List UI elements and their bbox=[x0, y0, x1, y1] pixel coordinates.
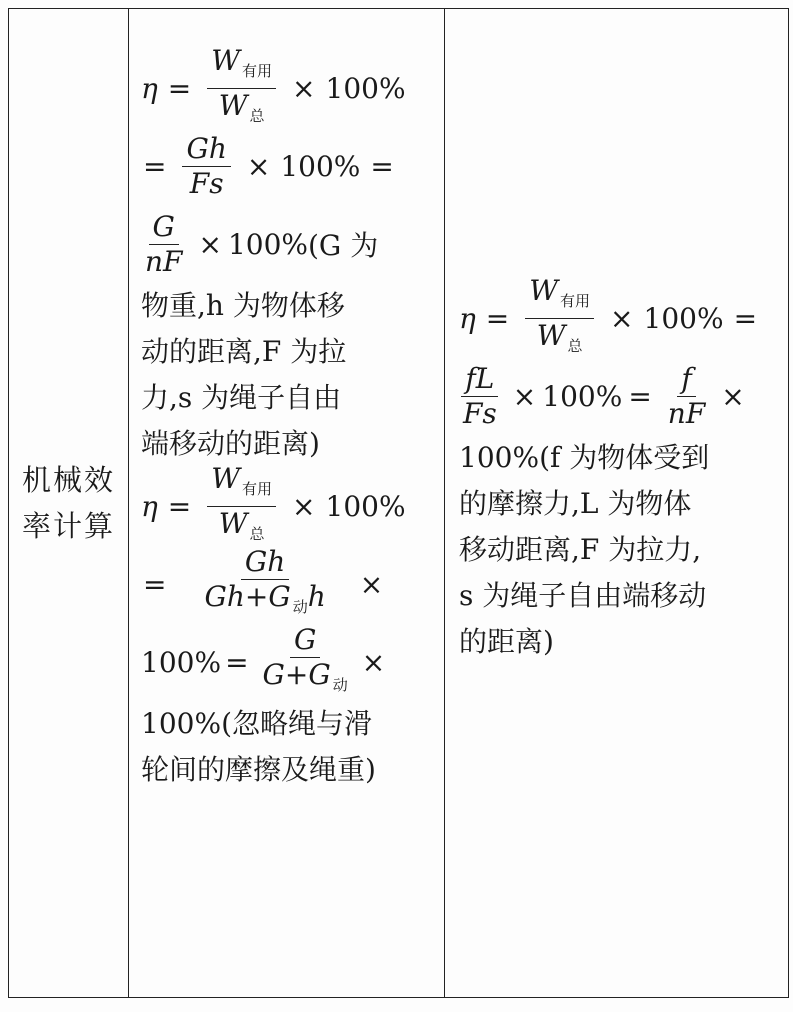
gh-over-total-line: = $\frac{Gh}{Gh+G _动h}$ × bbox=[141, 545, 444, 623]
note3-c: 移动距离,F 为拉力, bbox=[459, 533, 702, 566]
note1-e: 端移动的距离) bbox=[141, 427, 320, 460]
gh-over-fs-line: = $\frac{Gh}{Fs}$ × 100% = bbox=[143, 131, 394, 200]
eta-definition-2: η = $\frac{W _{有用}}{W _总}$ × 100% bbox=[141, 461, 406, 543]
fl-over-fs-fraction: $\frac{fL}{Fs}$ bbox=[463, 361, 497, 430]
pulley-horizontal-cell bbox=[445, 9, 788, 997]
g-over-g-plus-line: 100% = $\frac{G}{G+G _动}$ × bbox=[141, 623, 444, 701]
pulley-vertical-cell bbox=[129, 9, 445, 997]
g-over-g-plus-gdong-fraction: $\frac{G}{G+G _动}$ bbox=[262, 622, 348, 694]
eta-definition-1: η = $\frac{W _{有用}}{W _总}$ × 100% bbox=[141, 49, 444, 127]
fl-over-fs-line: $\frac{fL}{Fs}$ × 100% = $\frac{f}{nF}$ × bbox=[459, 357, 788, 435]
note1-a: (G 为 bbox=[308, 229, 379, 262]
note3-a-line: 100% (f 为物体受到 bbox=[459, 441, 710, 474]
note2-a-line: 100% (忽略绳与滑 bbox=[141, 707, 372, 740]
note1-d: 力,s 为绳子自由 bbox=[141, 381, 342, 414]
row-label-line1: 机械效 bbox=[21, 463, 115, 497]
g-over-nf-line: $\frac{G}{nF}$ × 100% (G 为 bbox=[141, 205, 444, 283]
g-over-nf-fraction: $\frac{G}{nF}$ bbox=[145, 209, 183, 278]
row-label bbox=[19, 457, 119, 549]
note2-b: 轮间的摩擦及绳重) bbox=[141, 753, 376, 786]
eta-definition-3: η = $\frac{W _{有用}}{W _总}$ × 100% = bbox=[459, 273, 758, 355]
note3-b: 的摩擦力,L 为物体 bbox=[459, 487, 692, 520]
note3-d: s 为绳子自由端移动 bbox=[459, 579, 707, 612]
row-label-cell bbox=[9, 9, 129, 997]
row-label-line2: 率计算 bbox=[21, 509, 115, 543]
gh-over-fs-fraction: $\frac{Gh}{Fs}$ bbox=[182, 133, 230, 200]
f-over-nf-fraction: $\frac{f}{nF}$ bbox=[667, 361, 706, 430]
note1-b: 物重,h 为物体移 bbox=[141, 289, 345, 322]
note3-e: 的距离) bbox=[459, 625, 554, 658]
gh-over-gh-plus-gdong-fraction: $\frac{Gh}{Gh+G _动h}$ bbox=[204, 544, 326, 616]
useful-over-total-fraction: $\frac{W _{有用}}{W _总}$ bbox=[207, 45, 276, 132]
note1-c: 动的距离,F 为拉 bbox=[141, 335, 347, 368]
formula-table bbox=[8, 8, 789, 998]
